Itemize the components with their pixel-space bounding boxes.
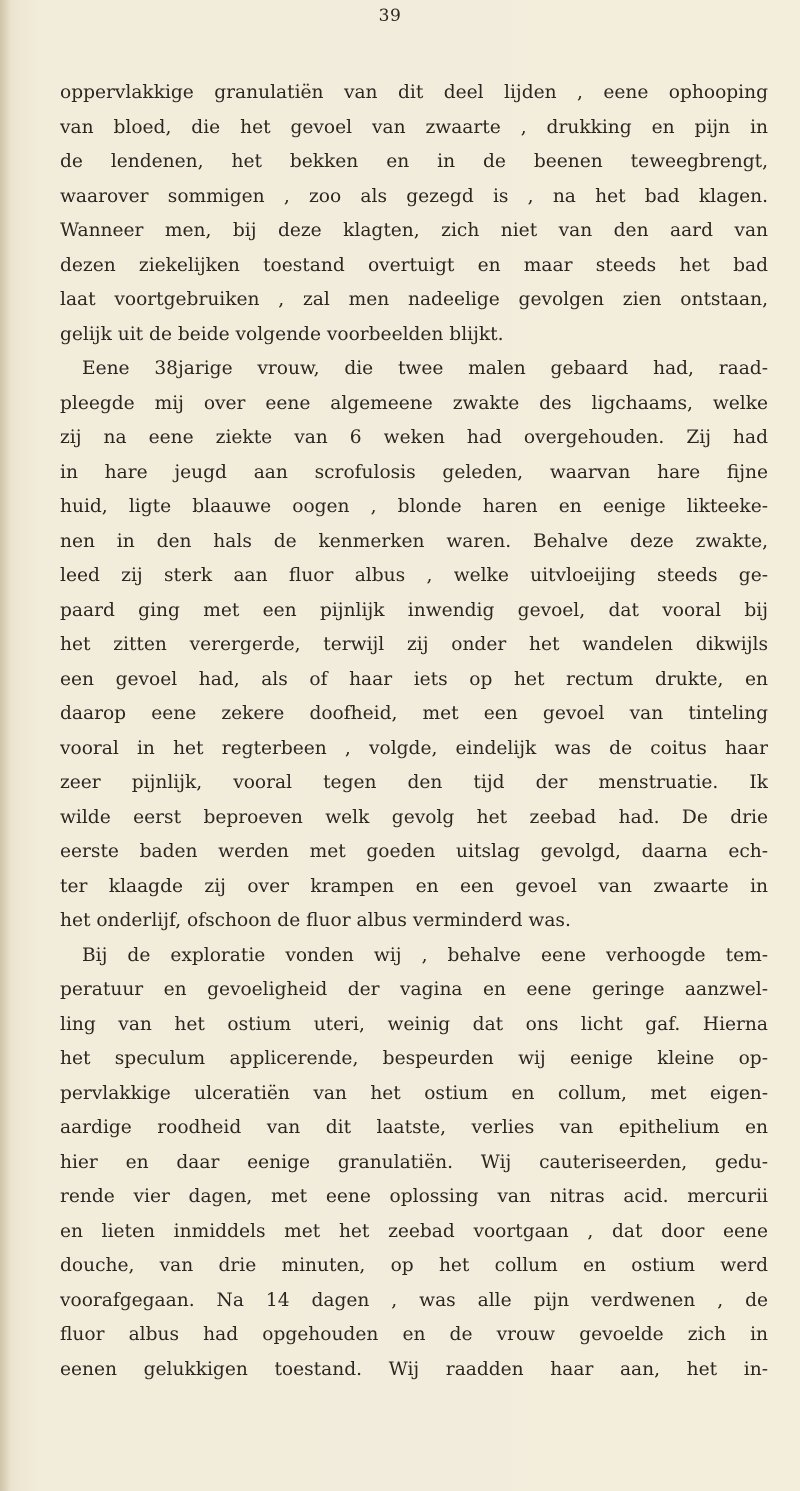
text-line: huid, ligte blaauwe oogen , blonde haren en eenige likteeke- — [60, 496, 768, 517]
body-text — [60, 76, 768, 1387]
text-line: fluor albus had opgehouden en de vrouw gevoelde zich in — [60, 1324, 768, 1345]
text-line: paard ging met een pijnlijk inwendig gevoel, dat vooral bij — [60, 599, 768, 621]
text-line: waarover sommigen , zoo als gezegd is , na het bad klagen. — [60, 185, 768, 207]
text-line: peratuur en gevoeligheid der vagina en eene geringe aanzwel- — [60, 979, 768, 1000]
text-line: de lendenen, het bekken en in de beenen teweegbrengt, — [60, 151, 768, 172]
text-line: en lieten inmiddels met het zeebad voortgaan , dat door eene — [60, 1220, 768, 1242]
text-line: pleegde mij over eene algemeene zwakte des ligchaams, welke — [60, 392, 768, 414]
text-line: ter klaagde zij over krampen en een gevoel van zwaarte in — [60, 875, 768, 897]
text-line: laat voortgebruiken , zal men nadeelige gevolgen zien ontstaan, — [60, 289, 768, 310]
text-line: voorafgegaan. Na 14 dagen , was alle pijn verdwenen , de — [60, 1289, 768, 1311]
text-line: nen in den hals de kenmerken waren. Behalve deze zwakte, — [60, 530, 768, 552]
text-line: Bij de exploratie vonden wij , behalve eene verhoogde tem- — [82, 944, 768, 966]
text-line: gelijk uit de beide volgende voorbeelden blijkt. — [60, 323, 504, 345]
text-line: van bloed, die het gevoel van zwaarte , drukking en pijn in — [60, 116, 768, 138]
text-line: zij na eene ziekte van 6 weken had overgehouden. Zij had — [60, 427, 768, 448]
text-line: aardige roodheid van dit laatste, verlies van epithelium en — [60, 1117, 768, 1138]
text-line: vooral in het regterbeen , volgde, eindelijk was de coitus haar — [60, 737, 768, 759]
text-line: wilde eerst beproeven welk gevolg het zeebad had. De drie — [60, 806, 768, 828]
text-line: dezen ziekelijken toestand overtuigt en maar steeds het bad — [60, 254, 768, 276]
text-line: leed zij sterk aan fluor albus , welke uitvloeijing steeds ge- — [60, 565, 768, 586]
text-line: zeer pijnlijk, vooral tegen den tijd der menstruatie. Ik — [60, 772, 768, 793]
text-line: pervlakkige ulceratiën van het ostium en collum, met eigen- — [60, 1082, 768, 1104]
text-line: rende vier dagen, met eene oplossing van nitras acid. mercurii — [60, 1186, 768, 1207]
text-line: het onderlijf, ofschoon de fluor albus verminderd was. — [60, 910, 571, 931]
text-line: daarop eene zekere doofheid, met een gevoel van tinteling — [60, 703, 768, 724]
text-line: Wanneer men, bij deze klagten, zich niet van den aard van — [60, 220, 768, 241]
text-line: eerste baden werden met goeden uitslag gevolgd, daarna ech- — [60, 841, 768, 862]
text-line: het speculum applicerende, bespeurden wij eenige kleine op- — [60, 1048, 768, 1069]
text-line: een gevoel had, als of haar iets op het rectum drukte, en — [60, 668, 768, 690]
text-line: Eene 38jarige vrouw, die twee malen gebaard had, raad- — [82, 358, 768, 379]
page-number: 39 — [378, 6, 402, 26]
text-line: oppervlakkige granulatiën van dit deel lijden , eene ophooping — [60, 82, 768, 103]
text-line: in hare jeugd aan scrofulosis geleden, waarvan hare fijne — [60, 461, 768, 483]
spine-shadow — [0, 0, 10, 1491]
text-line: het zitten verergerde, terwijl zij onder het wandelen dikwijls — [60, 634, 768, 655]
text-line: hier en daar eenige granulatiën. Wij cauteriseerden, gedu- — [60, 1151, 768, 1173]
text-line: douche, van drie minuten, op het collum en ostium werd — [60, 1255, 768, 1276]
text-line: ling van het ostium uteri, weinig dat ons licht gaf. Hierna — [60, 1013, 768, 1035]
text-line: eenen gelukkigen toestand. Wij raadden haar aan, het in- — [60, 1358, 768, 1380]
